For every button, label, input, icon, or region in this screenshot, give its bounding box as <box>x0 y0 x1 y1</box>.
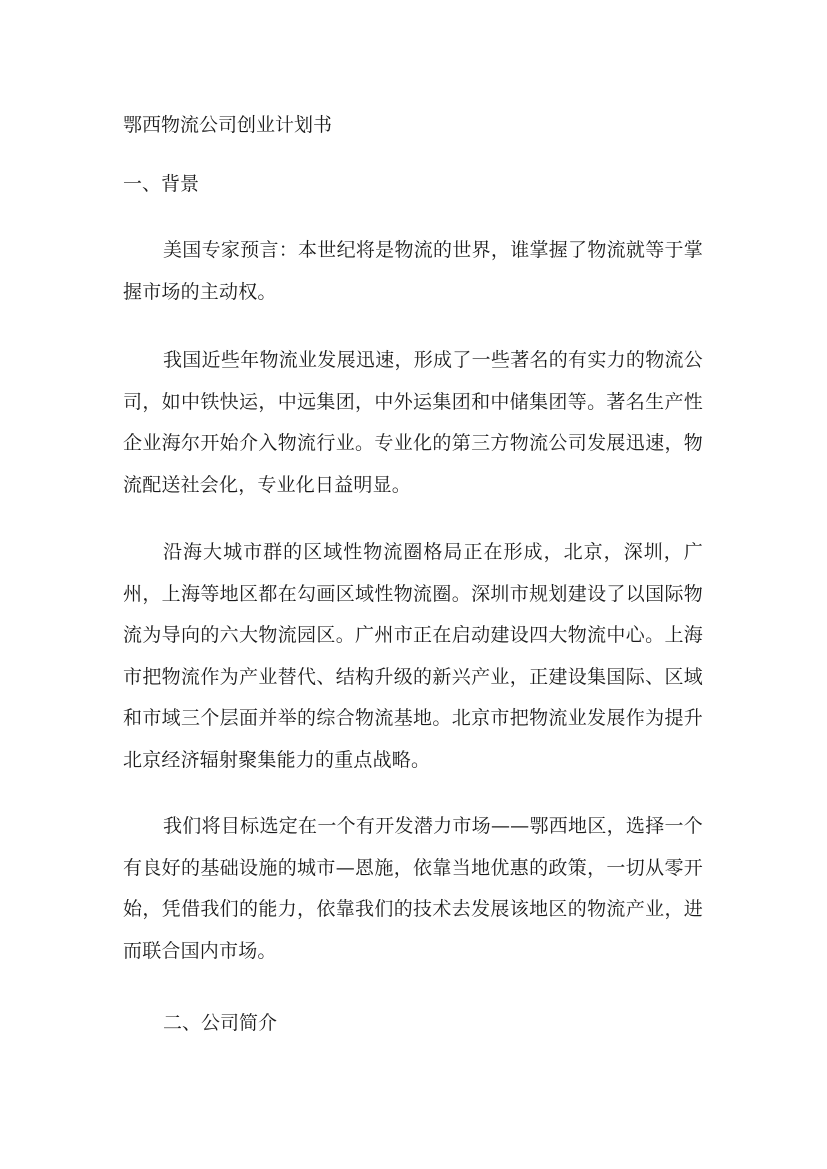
paragraph: 沿海大城市群的区域性物流圈格局正在形成，北京，深圳，广州，上海等地区都在勾画区域性物流圈。深圳市规划建设了以国际物流为导向的六大物流园区。广州市正在启动建设四大物流中心。上海市把物流作为产业替代、结构升级的新兴产业，正建设集国际、区域和市域三个层面并举的综合物流基地。北京市把物流业发展作为提升北京经济辐射聚集能力的重点战略。 <box>123 541 703 771</box>
section-heading-company-intro: 二、公司简介 <box>163 1012 278 1034</box>
paragraph: 我们将目标选定在一个有开发潜力市场——鄂西地区，选择一个有良好的基础设施的城市—恩施，依靠当地优惠的政策，一切从零开始，凭借我们的能力，依靠我们的技术去发展该地区的物流产业，进而联合国内市场。 <box>123 815 703 962</box>
section-heading-background: 一、背景 <box>123 173 200 195</box>
paragraph: 美国专家预言：本世纪将是物流的世界，谁掌握了物流就等于掌握市场的主动权。 <box>123 239 703 303</box>
document-title: 鄂西物流公司创业计划书 <box>123 114 333 136</box>
paragraph: 我国近些年物流业发展迅速，形成了一些著名的有实力的物流公司，如中铁快运，中远集团，中外运集团和中储集团等。著名生产性企业海尔开始介入物流行业。专业化的第三方物流公司发展迅速，物流配送社会化，专业化日益明显。 <box>123 349 703 496</box>
